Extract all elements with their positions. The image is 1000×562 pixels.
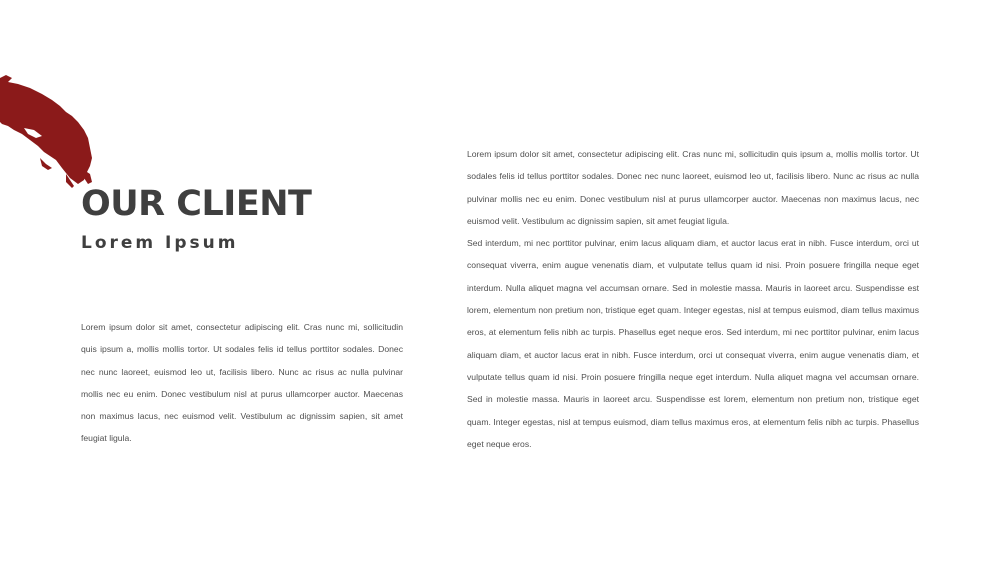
page-title: OUR CLIENT [81,184,312,224]
right-paragraph: Lorem ipsum dolor sit amet, consectetur adipiscing elit. Cras nunc mi, sollicitudin quis ipsum a, mollis mollis tortor. Ut sodales felis id tellus porttitor sodales. Donec nec nunc laoreet, euismod leo ut, facilisis libero. Nunc ac risus ac nulla pulvinar mollis nec eu enim. Donec vestibulum nisl at purus ullamcorper auctor. Maecenas non maximus lacus, nec euismod velit. Vestibulum ac dignissim sapien, sit amet feugiat ligula. [467,149,919,226]
right-paragraph: Sed interdum, mi nec porttitor pulvinar, enim lacus aliquam diam, et auctor lacus erat in nibh. Fusce interdum, orci ut consequat viverra, enim augue venenatis diam, et vulputate tellus quam id nisi. Proin posuere fringilla neque eget interdum. Nulla aliquet magna vel accumsan ornare. Sed in molestie massa. Mauris in laoreet arcu. Suspendisse est lorem, elementum non pretium non, tristique eget quam. Integer egestas, nisl at tempus euismod, diam tellus maximus eros, at elementum felis nibh ac turpis. Phasellus eget neque eros. Sed interdum, mi nec porttitor pulvinar, enim lacus aliquam diam, et auctor lacus erat in nibh. Fusce interdum, orci ut consequat viverra, enim augue venenatis diam, et vulputate tellus quam id nisi. Proin posuere fringilla neque eget interdum. Nulla aliquet magna vel accumsan ornare. Sed in molestie massa. Mauris in laoreet arcu. Suspendisse est lorem, elementum non pretium non, tristique eget quam. Integer egestas, nisl at tempus euismod, diam tellus maximus eros, at elementum felis nibh ac turpis. Phasellus eget neque eros. [467,238,919,449]
left-body-text: Lorem ipsum dolor sit amet, consectetur adipiscing elit. Cras nunc mi, sollicitudin quis ipsum a, mollis mollis tortor. Ut sodales felis id tellus porttitor sodales. Donec nec nunc laoreet, euismod leo ut, facilisis libero. Nunc ac risus ac nulla pulvinar mollis nec eu enim. Donec vestibulum nisl at purus ullamcorper auctor. Maecenas non maximus lacus, nec euismod velit. Vestibulum ac dignissim sapien, sit amet feugiat ligula. [81,322,403,444]
red-brush-stroke-icon [0,70,100,190]
page-subtitle: Lorem Ipsum [81,233,239,253]
right-body-text [467,143,919,455]
